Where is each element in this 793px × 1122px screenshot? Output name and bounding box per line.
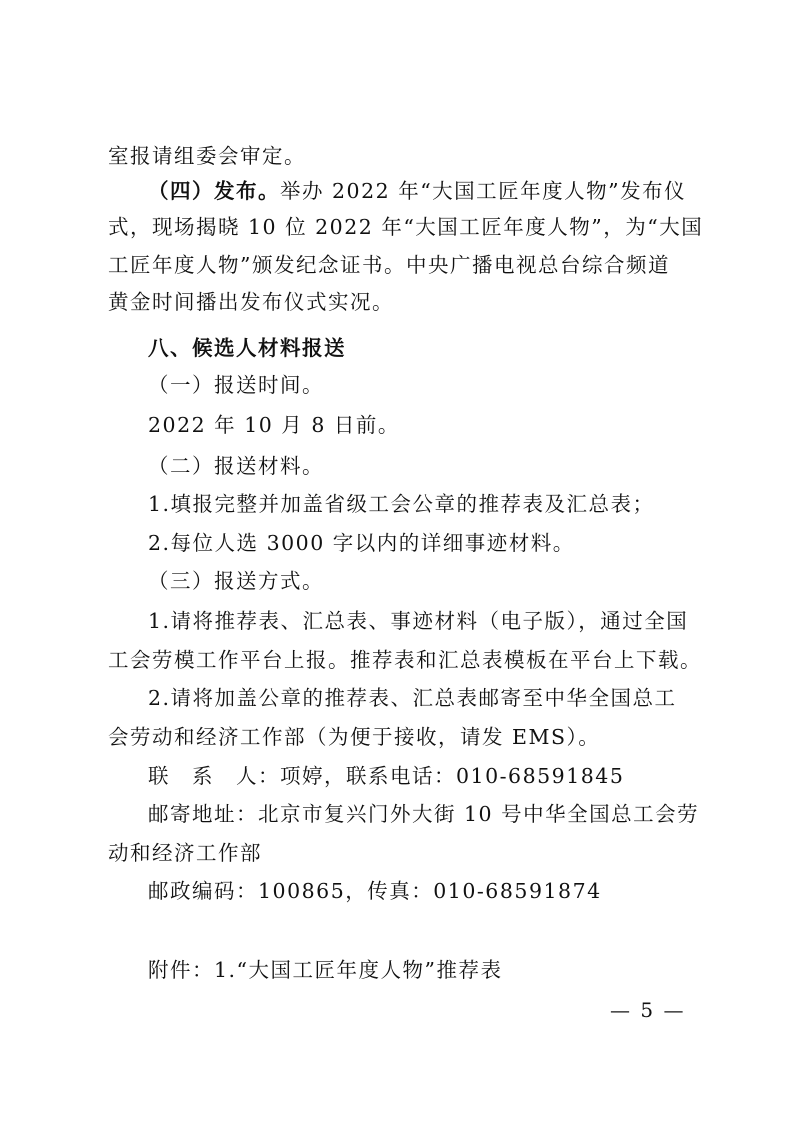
subheading-method xyxy=(148,566,688,596)
paragraph-line-5 xyxy=(108,287,688,317)
list-item-1 xyxy=(148,489,688,519)
list-item-2 xyxy=(148,528,688,558)
address-line-continued xyxy=(108,838,688,868)
line-text: 2.每位人选 3000 字以内的详细事迹材料。 xyxy=(148,531,575,555)
paragraph-line-continued-2 xyxy=(108,722,688,752)
address-line xyxy=(148,799,700,829)
subheading-time xyxy=(148,370,688,400)
line-text: 2.请将加盖公章的推荐表、汇总表邮寄至中华全国总工 xyxy=(148,686,677,710)
paragraph-line-3 xyxy=(108,212,704,242)
contact-line xyxy=(148,761,688,791)
line-text: （三）报送方式。 xyxy=(148,569,324,593)
line-text: 黄金时间播出发布仪式实况。 xyxy=(108,290,394,314)
paragraph-deadline xyxy=(148,410,688,440)
line-text: 举办 2022 年“大国工匠年度人物”发布仪 xyxy=(280,179,687,203)
line-text: （一）报送时间。 xyxy=(148,373,324,397)
line-text: 邮政编码：100865，传真：010-68591874 xyxy=(148,879,602,903)
attachment-line xyxy=(148,955,688,985)
line-text: 1.请将推荐表、汇总表、事迹材料（电子版），通过全国 xyxy=(148,609,689,633)
paragraph-line-2 xyxy=(148,176,688,206)
line-text: 2022 年 10 月 8 日前。 xyxy=(148,413,400,437)
line-text: 邮寄地址：北京市复兴门外大街 10 号中华全国总工会劳 xyxy=(148,802,700,826)
list-item-4 xyxy=(148,683,688,713)
line-text: 室报请组委会审定。 xyxy=(108,144,306,168)
line-text: 联 系 人：项婷，联系电话：010-68591845 xyxy=(148,764,625,788)
line-text: 1.填报完整并加盖省级工会公章的推荐表及汇总表； xyxy=(148,492,655,516)
subheading-publish: （四）发布。 xyxy=(148,179,280,203)
line-text: 工匠年度人物”颁发纪念证书。中央广播电视总台综合频道 xyxy=(108,253,670,277)
paragraph-line-1 xyxy=(108,141,688,171)
subheading-materials xyxy=(148,451,688,481)
line-text: 动和经济工作部 xyxy=(108,841,262,865)
paragraph-line-continued-1 xyxy=(108,645,702,675)
line-text: 会劳动和经济工作部（为便于接收，请发 EMS）。 xyxy=(108,725,601,749)
line-text: 附件：1.“大国工匠年度人物”推荐表 xyxy=(148,958,503,982)
line-text: 式，现场揭晓 10 位 2022 年“大国工匠年度人物”，为“大国 xyxy=(108,215,704,239)
postal-fax-line xyxy=(148,876,688,906)
line-text: （二）报送材料。 xyxy=(148,454,324,478)
line-text: 工会劳模工作平台上报。推荐表和汇总表模板在平台上下载。 xyxy=(108,648,702,672)
paragraph-line-4 xyxy=(108,250,688,280)
heading-text: 八、候选人材料报送 xyxy=(148,336,346,360)
section-heading xyxy=(148,333,688,363)
list-item-3 xyxy=(148,606,688,636)
page-number: — 5 — xyxy=(610,998,686,1022)
